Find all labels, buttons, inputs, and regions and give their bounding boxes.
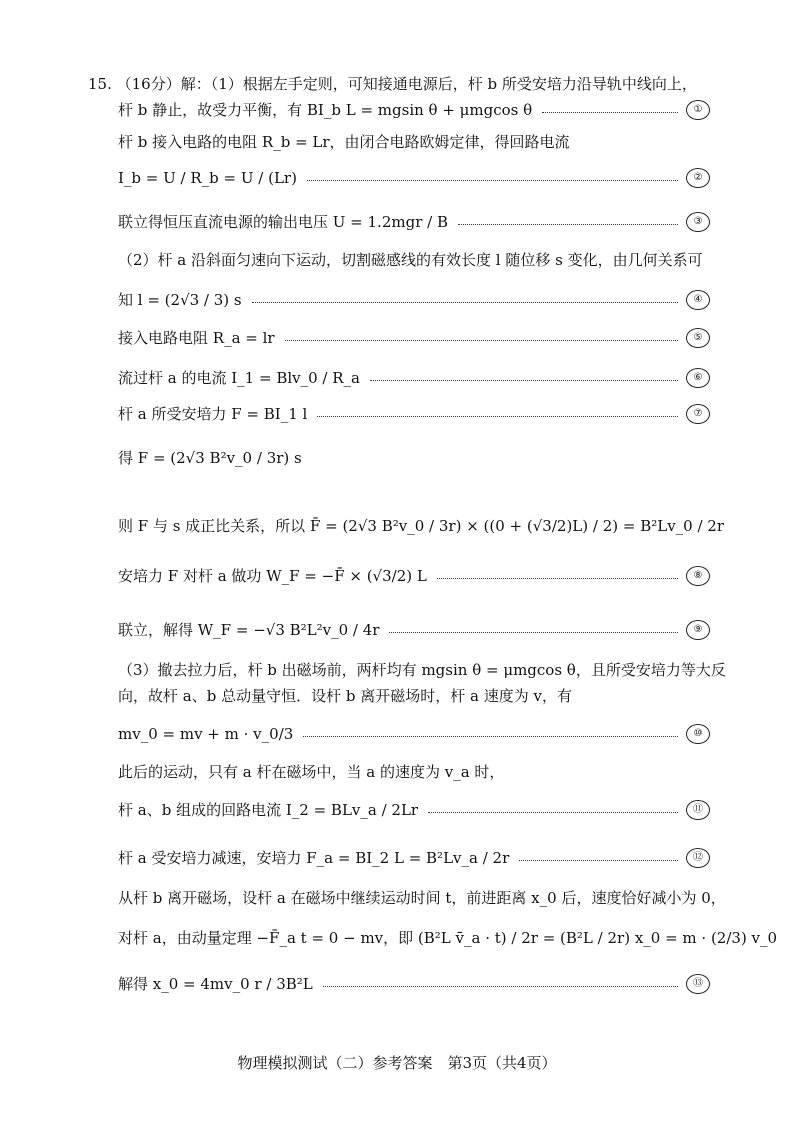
text-21: 对杆 a，由动量定理 −F̄_a t = 0 − mv，即 (B²L v̄_a · t) / 2r = (B²L / 2r) x_0 = m · (2/3) v_0 — [118, 929, 778, 947]
equation-number-8: ⑧ — [686, 566, 710, 586]
text-2: 杆 b 接入电路的电阻 R_b = Lr，由闭合电路欧姆定律，得回路电流 — [118, 133, 570, 151]
equation-line-6 — [118, 368, 710, 388]
dot-leader — [519, 860, 678, 861]
equation-line-10 — [118, 724, 710, 744]
equation-line-1 — [118, 100, 710, 120]
equation-line-5 — [118, 328, 710, 348]
equation-line-11 — [118, 800, 710, 820]
dot-leader — [458, 224, 678, 225]
equation-number-4: ④ — [686, 290, 710, 310]
equation-number-3: ③ — [686, 212, 710, 232]
text-line-10 — [118, 448, 710, 468]
text-10: 得 F = (2√3 B²v_0 / 3r) s — [118, 449, 302, 467]
equation-line-4 — [118, 290, 710, 310]
dot-leader — [389, 632, 678, 633]
equation-13: 解得 x_0 = 4mv_0 r / 3B²L — [118, 975, 313, 993]
problem-header — [88, 74, 710, 94]
equation-3: 联立得恒压直流电源的输出电压 U = 1.2mgr / B — [118, 213, 448, 231]
text-line-5 — [118, 250, 710, 270]
dot-leader — [370, 380, 678, 381]
text-line-17 — [118, 762, 710, 782]
equation-number-7: ⑦ — [686, 404, 710, 424]
equation-number-11: ⑪ — [686, 800, 710, 820]
text-line-11 — [118, 516, 725, 536]
equation-1: 杆 b 静止，故受力平衡，有 BI_b L = mgsin θ + μmgcos θ — [118, 101, 533, 119]
equation-6: 流过杆 a 的电流 I_1 = Blv_0 / R_a — [118, 369, 360, 387]
text-line-15 — [118, 686, 710, 706]
dot-leader — [252, 302, 678, 303]
equation-line-8 — [118, 566, 710, 586]
equation-line-2 — [118, 168, 710, 188]
equation-9: 联立，解得 W_F = −√3 B²L²v_0 / 4r — [118, 621, 380, 639]
text-17: 此后的运动，只有 a 杆在磁场中，当 a 的速度为 v_a 时， — [118, 763, 505, 781]
page-footer: 物理模拟测试（二）参考答案 第3页（共4页） — [237, 1054, 557, 1072]
text-line-2 — [118, 132, 710, 152]
problem-header-text: 15. （16分）解：（1）根据左手定则，可知接通电源后，杆 b 所受安培力沿导轨中线向上， — [88, 75, 697, 93]
text-11: 则 F 与 s 成正比关系，所以 F̄ = (2√3 B²v_0 / 3r) × ((0 + (√3/2)L) / 2) = B²Lv_0 / 2r — [118, 517, 725, 535]
equation-number-5: ⑤ — [686, 328, 710, 348]
equation-8: 安培力 F 对杆 a 做功 W_F = −F̄ × (√3/2) L — [118, 567, 427, 585]
equation-number-6: ⑥ — [686, 368, 710, 388]
equation-line-9 — [118, 620, 710, 640]
text-line-20 — [118, 888, 726, 908]
equation-11: 杆 a、b 组成的回路电流 I_2 = BLv_a / 2Lr — [118, 801, 419, 819]
dot-leader — [307, 180, 678, 181]
dot-leader — [303, 736, 678, 737]
equation-line-13 — [118, 974, 710, 994]
equation-line-3 — [118, 212, 710, 232]
equation-5: 接入电路电阻 R_a = lr — [118, 329, 275, 347]
equation-10: mv_0 = mv + m · v_0/3 — [118, 725, 294, 743]
equation-line-7 — [118, 404, 710, 424]
dot-leader — [285, 340, 678, 341]
equation-number-10: ⑩ — [686, 724, 710, 744]
equation-number-1: ① — [686, 100, 710, 120]
dot-leader — [323, 986, 678, 987]
text-line-21 — [118, 928, 778, 948]
text-20: 从杆 b 离开磁场，设杆 a 在磁场中继续运动时间 t，前进距离 x_0 后，速度恰好减小为 0， — [118, 889, 726, 907]
dot-leader — [317, 416, 678, 417]
dot-leader — [437, 578, 678, 579]
equation-number-2: ② — [686, 168, 710, 188]
equation-4: 知 l = (2√3 / 3) s — [118, 291, 242, 309]
text-5: （2）杆 a 沿斜面匀速向下运动，切割磁感线的有效长度 l 随位移 s 变化，由几何关系可 — [118, 251, 703, 269]
dot-leader — [428, 812, 678, 813]
equation-number-13: ⑬ — [686, 974, 710, 994]
equation-line-12 — [118, 848, 710, 868]
equation-7: 杆 a 所受安培力 F = BI_1 l — [118, 405, 308, 423]
equation-number-9: ⑨ — [686, 620, 710, 640]
text-15: 向，故杆 a、b 总动量守恒．设杆 b 离开磁场时，杆 a 速度为 v，有 — [118, 687, 572, 705]
text-14: （3）撤去拉力后，杆 b 出磁场前，两杆均有 mgsin θ = μmgcos θ，且所受安培力等大反 — [118, 661, 726, 679]
text-line-14 — [118, 660, 726, 680]
equation-12: 杆 a 受安培力减速，安培力 F_a = BI_2 L = B²Lv_a / 2r — [118, 849, 510, 867]
equation-number-12: ⑫ — [686, 848, 710, 868]
equation-2: I_b = U / R_b = U / (Lr) — [118, 169, 297, 187]
dot-leader — [542, 112, 678, 113]
